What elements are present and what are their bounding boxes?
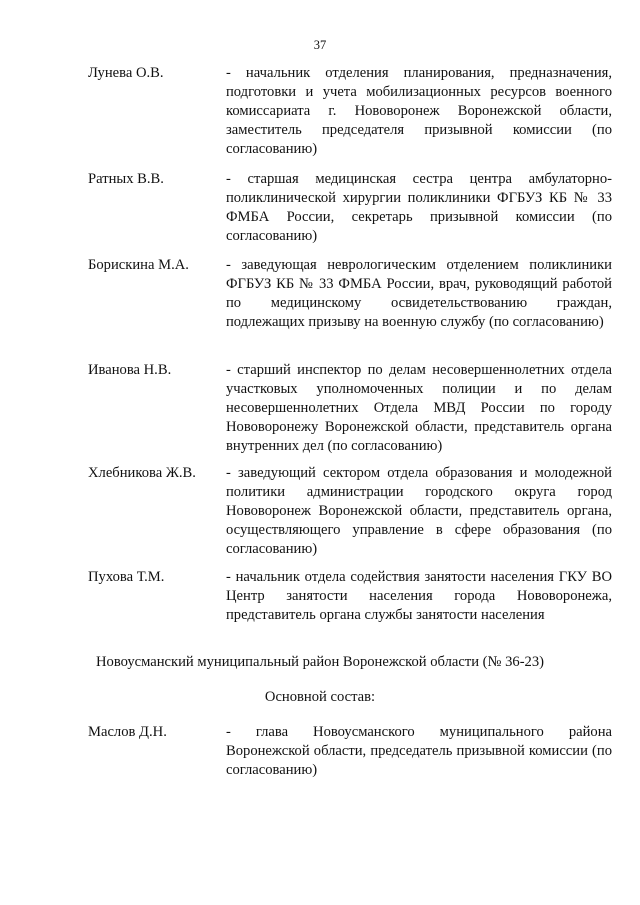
member-name: Борискина М.А. bbox=[88, 257, 189, 273]
member-description: - заведующий сектором отдела образования и молодежной политики администрации городского округа город Нововоронеж Воронежской области, представитель органа, осуществляющего управление в сфере образования (по согласованию) bbox=[226, 465, 612, 557]
member-name: Маслов Д.Н. bbox=[88, 724, 167, 740]
member-name: Лунева О.В. bbox=[88, 65, 164, 81]
member-name: Ратных В.В. bbox=[88, 171, 164, 187]
member-name: Пухова Т.М. bbox=[88, 569, 165, 585]
member-description: - заведующая неврологическим отделением поликлиники ФГБУЗ КБ № 33 ФМБА России, врач, руководящий работой по медицинскому освидетельствованию граждан, подлежащих призыву на военную службу (по согласованию) bbox=[226, 257, 612, 330]
section-title: Новоусманский муниципальный район Воронежской области (№ 36-23) bbox=[95, 654, 545, 670]
member-description: - начальник отделения планирования, предназначения, подготовки и учета мобилизационных ресурсов военного комиссариата г. Нововоронеж Воронежской области, заместитель председателя призывной комиссии (по согласованию) bbox=[226, 65, 612, 157]
member-name: Иванова Н.В. bbox=[88, 362, 172, 378]
member-description: - старший инспектор по делам несовершеннолетних отдела участковых уполномоченных полиции и по делам несовершеннолетних Отдела МВД России по городу Нововоронежу Воронежской области, представитель органа внутренних дел (по согласованию) bbox=[226, 362, 612, 454]
member-description: - глава Новоусманского муниципального района Воронежской области, председатель призывной комиссии (по согласованию) bbox=[226, 724, 612, 778]
member-description: - начальник отдела содействия занятости населения ГКУ ВО Центр занятости населения города Нововоронежа, представитель органа службы занятости населения bbox=[226, 569, 612, 623]
member-description: - старшая медицинская сестра центра амбулаторно-поликлинической хирургии поликлиники ФГБУЗ КБ № 33 ФМБА России, секретарь призывной комиссии (по согласованию) bbox=[226, 171, 612, 244]
member-name: Хлебникова Ж.В. bbox=[88, 465, 196, 481]
subsection-title: Основной состав: bbox=[264, 689, 376, 705]
page-number: 37 bbox=[313, 38, 327, 52]
